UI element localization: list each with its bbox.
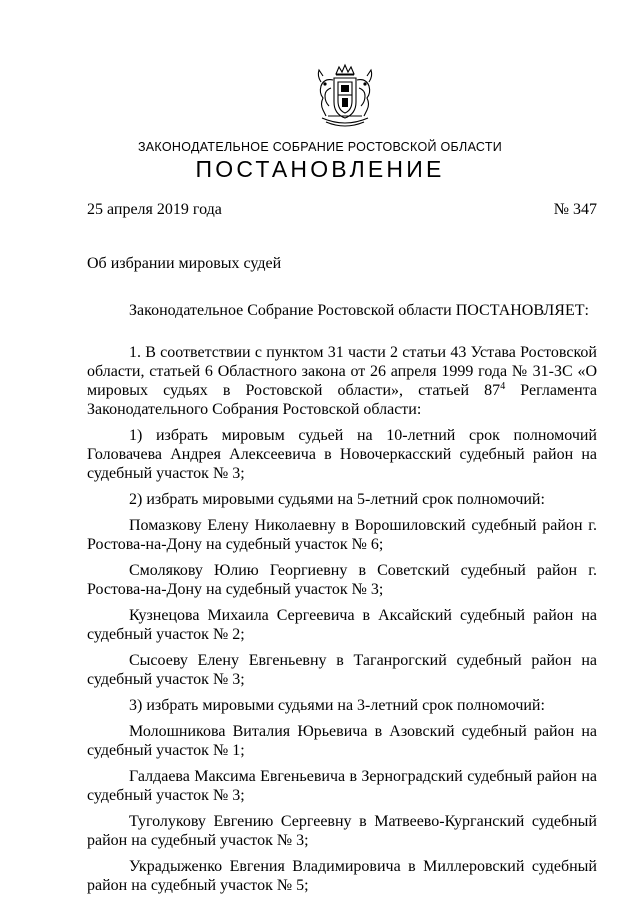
- clause-1-text-a: 1. В соответствии с пунктом 31 части 2 статьи 43 Устава Ростовской области, статьей 6 Областного закона от 26 апреля 1999 года № 31-ЗС «О мировых судьях в Ростовской области», статьей 87: [87, 344, 597, 399]
- judge-entry: Смолякову Юлию Георгиевну в Советский судебный район г. Ростова-на-Дону на судебный участок № 3;: [87, 562, 597, 598]
- item-3-heading: 3) избрать мировыми судьями на 3-летний срок полномочий:: [129, 697, 545, 714]
- document-type-title: ПОСТАНОВЛЕНИЕ: [195, 156, 445, 182]
- clause-1-text-b: Регламента Законодательного Собрания Ростовской области:: [87, 382, 598, 418]
- coat-of-arms-emblem: [312, 62, 378, 130]
- judge-entry: Сысоеву Елену Евгеньевну в Таганрогский судебный район на судебный участок № 3;: [87, 652, 597, 688]
- judge-entry: Кузнецова Михаила Сергеевича в Аксайский судебный район на судебный участок № 2;: [87, 607, 597, 643]
- document-date: 25 апреля 2019 года: [87, 201, 222, 218]
- judge-entry: Туголукову Евгению Сергеевну в Матвеево-Курганский судебный район на судебный участок № 3;: [87, 813, 597, 849]
- clause-1-paragraph: [87, 343, 597, 419]
- organization-title: ЗАКОНОДАТЕЛЬНОЕ СОБРАНИЕ РОСТОВСКОЙ ОБЛАСТИ: [137, 140, 503, 154]
- document-body: [87, 301, 597, 902]
- document-subject: Об избрании мировых судей: [87, 255, 282, 272]
- item-1-paragraph: 1) избрать мировым судьей на 10-летний срок полномочий Головачева Андрея Алексеевича в Новочеркасский судебный район на судебный участок № 3;: [87, 427, 597, 482]
- judge-entry: Помазкову Елену Николаевну в Ворошиловский судебный район г. Ростова-на-Дону на судебный участок № 6;: [87, 517, 597, 553]
- item-2-heading: 2) избрать мировыми судьями на 5-летний срок полномочий:: [129, 491, 545, 508]
- judge-entry: Украдыженко Евгения Владимировича в Миллеровский судебный район на судебный участок № 5;: [87, 858, 597, 894]
- clause-1-superscript: 4: [500, 381, 506, 392]
- document-number: № 347: [553, 201, 597, 218]
- judge-entry: Галдаева Максима Евгеньевича в Зерноградский судебный район на судебный участок № 3;: [87, 768, 597, 804]
- intro-paragraph: Законодательное Собрание Ростовской области ПОСТАНОВЛЯЕТ:: [129, 302, 589, 319]
- judge-entry: Молошникова Виталия Юрьевича в Азовский судебный район на судебный участок № 1;: [87, 723, 597, 759]
